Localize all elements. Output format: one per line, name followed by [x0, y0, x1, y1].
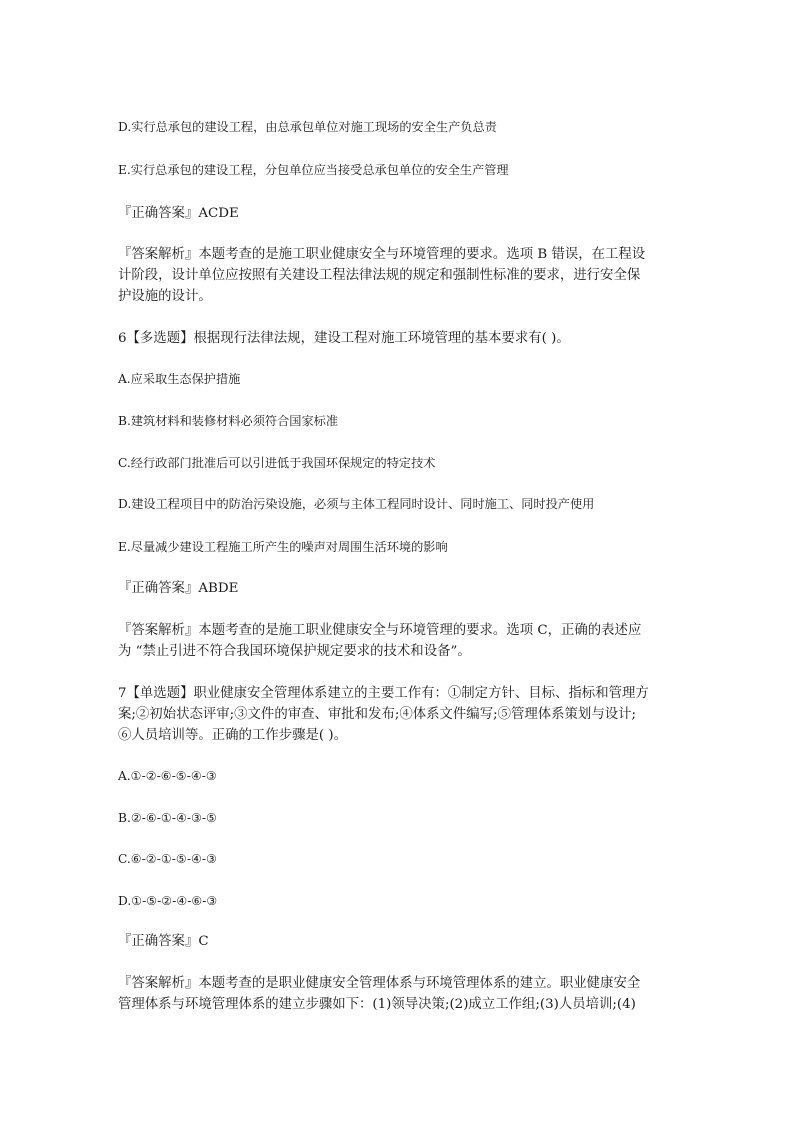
q7-option-b: B.②-⑥-①-④-③-⑤ — [118, 811, 217, 825]
q6-option-c: C.经行政部门批准后可以引进低于我国环保规定的特定技术 — [118, 456, 436, 470]
q5-analysis-line-2: 计阶段，设计单位应按照有关建设工程法律法规的规定和强制性标准的要求，进行安全保 — [118, 268, 641, 283]
q5-analysis-line-3: 护设施的设计。 — [118, 289, 212, 304]
q6-option-a: A.应采取生态保护措施 — [118, 372, 241, 386]
q7-option-a: A.①-②-⑥-⑤-④-③ — [118, 769, 217, 783]
q6-option-e: E.尽量减少建设工程施工所产生的噪声对周围生活环境的影响 — [118, 540, 448, 554]
q6-option-d: D.建设工程项目中的防治污染设施，必须与主体工程同时设计、同时施工、同时投产使用 — [118, 497, 595, 511]
q5-option-e: E.实行总承包的建设工程，分包单位应当接受总承包单位的安全生产管理 — [118, 163, 509, 177]
q7-stem-line-1: 7【单选题】职业健康安全管理体系建立的主要工作有：①制定方针、目标、指标和管理方 — [118, 686, 649, 701]
q7-option-d: D.①-⑤-②-④-⑥-③ — [118, 894, 218, 908]
q7-analysis-line-2: 管理体系与环境管理体系的建立步骤如下：(1)领导决策;(2)成立工作组;(3)人员培训;(4) — [118, 997, 636, 1012]
q5-answer: 『正确答案』ACDE — [118, 206, 239, 221]
q6-option-b: B.建筑材料和装修材料必须符合国家标准 — [118, 414, 339, 428]
q5-option-d: D.实行总承包的建设工程，由总承包单位对施工现场的安全生产负总责 — [118, 120, 497, 134]
q5-analysis-line-1: 『答案解析』本题考查的是施工职业健康安全与环境管理的要求。选项 B 错误，在工程设 — [118, 247, 646, 262]
q7-analysis-line-1: 『答案解析』本题考查的是职业健康安全管理体系与环境管理体系的建立。职业健康安全 — [118, 976, 641, 991]
q6-analysis-line-2: 为 “禁止引进不符合我国环境保护规定要求的技术和设备”。 — [118, 644, 471, 659]
q7-stem-line-2: 案;②初始状态评审;③文件的审查、审批和发布;④体系文件编写;⑤管理体系策划与设计; — [118, 707, 637, 722]
q6-answer: 『正确答案』ABDE — [118, 581, 239, 596]
q7-answer: 『正确答案』C — [118, 934, 209, 949]
q6-analysis-line-1: 『答案解析』本题考查的是施工职业健康安全与环境管理的要求。选项 C，正确的表述应 — [118, 623, 642, 638]
q6-stem: 6【多选题】根据现行法律法规，建设工程对施工环境管理的基本要求有( )。 — [118, 331, 570, 346]
q7-stem-line-3: ⑥人员培训等。正确的工作步骤是( )。 — [118, 728, 347, 743]
q7-option-c: C.⑥-②-①-⑤-④-③ — [118, 852, 217, 866]
